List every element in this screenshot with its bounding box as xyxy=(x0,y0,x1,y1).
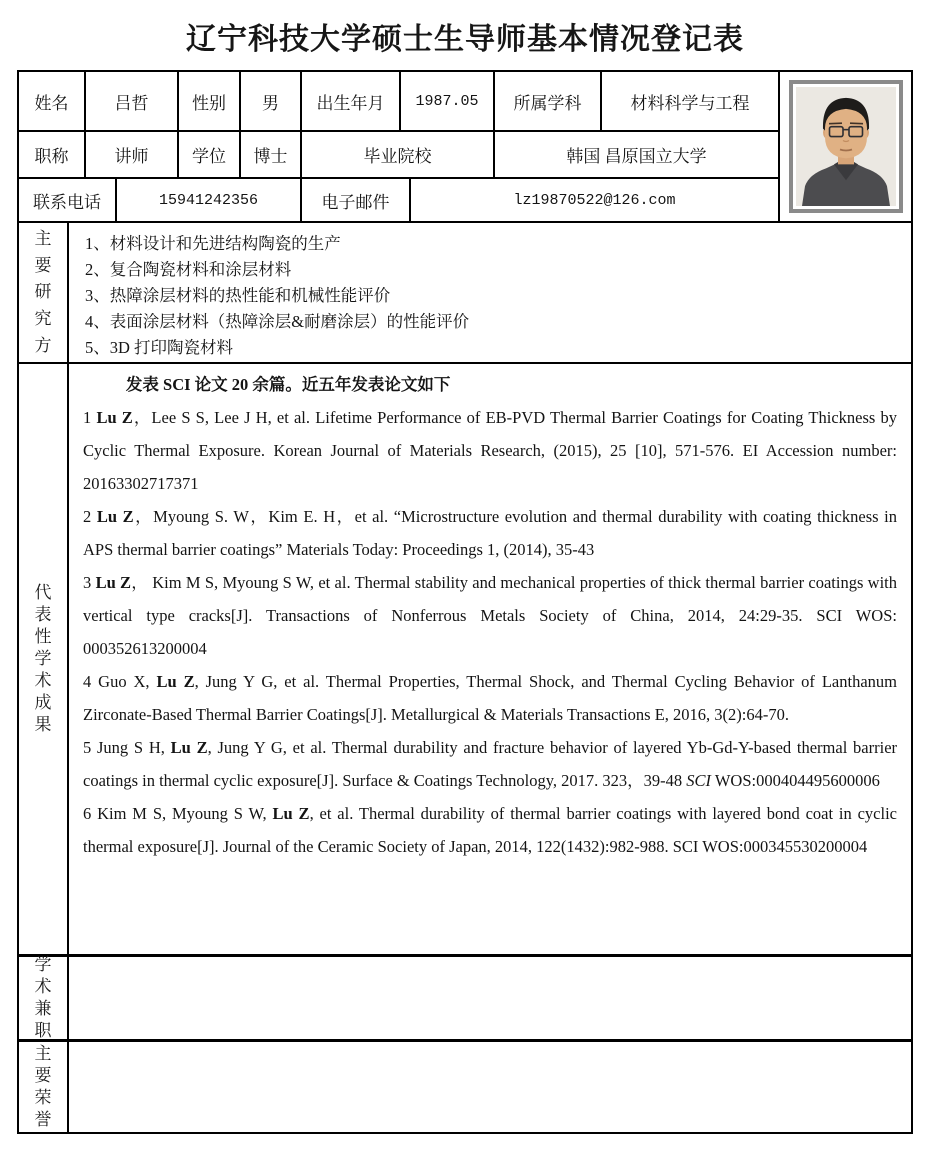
gender-value: 男 xyxy=(241,72,302,132)
id-photo xyxy=(789,80,903,213)
school-value: 韩国 昌原国立大学 xyxy=(495,132,780,179)
person-photo-illustration xyxy=(796,87,896,206)
publication-entry: 1 Lu Z，Lee S S, Lee J H, et al. Lifetime Performance of EB-PVD Thermal Barrier Coatings for Coating Thickness by Cyclic Thermal Exposure. Korean Journal of Materials Research, (2015), 25 [10], 571-576. EI Accession number: 20163302717371 xyxy=(83,408,898,493)
phone-label: 联系电话 xyxy=(19,179,117,223)
research-direction-item: 2、复合陶瓷材料和涂层材料 xyxy=(85,260,292,279)
job-title-value: 讲师 xyxy=(86,132,179,179)
achievements-section xyxy=(19,364,911,957)
degree-label: 学位 xyxy=(179,132,241,179)
publication-entry: 3 Lu Z， Kim M S, Myoung S W, et al. Thermal stability and mechanical properties of thick thermal barrier coatings with vertical type cracks[J]. Transactions of Nonferrous Metals Society of China, 2014, 24:29-35. SCI WOS: 000352613200004 xyxy=(83,573,898,658)
email-label: 电子邮件 xyxy=(302,179,411,223)
gender-label: 性别 xyxy=(179,72,241,132)
birth-value: 1987.05 xyxy=(401,72,495,132)
publication-entry: 6 Kim M S, Myoung S W, Lu Z, et al. Thermal durability of thermal barrier coatings with layered bond coat in cyclic thermal exposure[J]. Journal of the Ceramic Society of Japan, 2014, 122(1432):982-988. SCI WOS:000345530200004 xyxy=(83,804,897,856)
honors-section xyxy=(19,1042,911,1132)
research-directions-list xyxy=(69,223,911,362)
name-value: 吕哲 xyxy=(86,72,179,132)
research-directions-label: 主 要 研 究 方 xyxy=(19,223,69,362)
publication-entry: 4 Guo X, Lu Z, Jung Y G, et al. Thermal Properties, Thermal Shock, and Thermal Cycling Behavior of Lanthanum Zirconate-Based Thermal Barrier Coatings[J]. Metallurgical & Materials Transactions E, 2016, 3(2):64-70. xyxy=(83,672,897,724)
birth-label: 出生年月 xyxy=(302,72,401,132)
research-direction-item: 1、材料设计和先进结构陶瓷的生产 xyxy=(85,234,341,253)
phone-value: 15941242356 xyxy=(117,179,302,223)
publication-entry: 2 Lu Z，Myoung S. W，Kim E. H，et al. “Microstructure evolution and thermal durability with coating thickness in APS thermal barrier coatings” Materials Today: Proceedings 1, (2014), 35-43 xyxy=(83,507,898,559)
research-direction-item: 5、3D 打印陶瓷材料 xyxy=(85,338,234,357)
info-row-1 xyxy=(19,72,780,132)
honors-content xyxy=(69,1042,911,1132)
photo-cell xyxy=(780,72,911,223)
email-value: lz19870522@126.com xyxy=(411,179,780,223)
research-direction-item: 3、热障涂层材料的热性能和机械性能评价 xyxy=(85,286,391,305)
form-title: 辽宁科技大学硕士生导师基本情况登记表 xyxy=(186,23,744,56)
research-direction-item: 4、表面涂层材料（热障涂层&耐磨涂层）的性能评价 xyxy=(85,312,470,331)
publications-list xyxy=(83,401,897,863)
achievements-intro: 发表 SCI 论文 20 余篇。近五年发表论文如下 xyxy=(125,375,451,394)
academic-positions-label: 学 术 兼 职 xyxy=(19,957,69,1039)
research-directions-section xyxy=(19,223,911,364)
achievements-content xyxy=(69,364,911,954)
achievements-label: 代 表 性 学 术 成 果 xyxy=(19,364,69,954)
info-row-2 xyxy=(19,132,780,179)
academic-positions-section xyxy=(19,957,911,1042)
name-label: 姓名 xyxy=(19,72,86,132)
info-row-3 xyxy=(19,179,780,223)
discipline-label: 所属学科 xyxy=(495,72,602,132)
degree-value: 博士 xyxy=(241,132,302,179)
academic-positions-content xyxy=(69,957,911,1039)
job-title-label: 职称 xyxy=(19,132,86,179)
basic-info-grid xyxy=(19,72,780,223)
basic-info-section xyxy=(19,72,911,223)
school-label: 毕业院校 xyxy=(302,132,495,179)
honors-label: 主 要 荣 誉 xyxy=(19,1042,69,1132)
publication-entry: 5 Jung S H, Lu Z, Jung Y G, et al. Thermal durability and fracture behavior of layered Yb-Gd-Y-based thermal barrier coatings in thermal cyclic exposure[J]. Surface & Coatings Technology, 2017. 323，39-48 SCI WOS:000404495600006 xyxy=(83,738,898,790)
discipline-value: 材料科学与工程 xyxy=(602,72,780,132)
form-table xyxy=(17,70,913,1134)
